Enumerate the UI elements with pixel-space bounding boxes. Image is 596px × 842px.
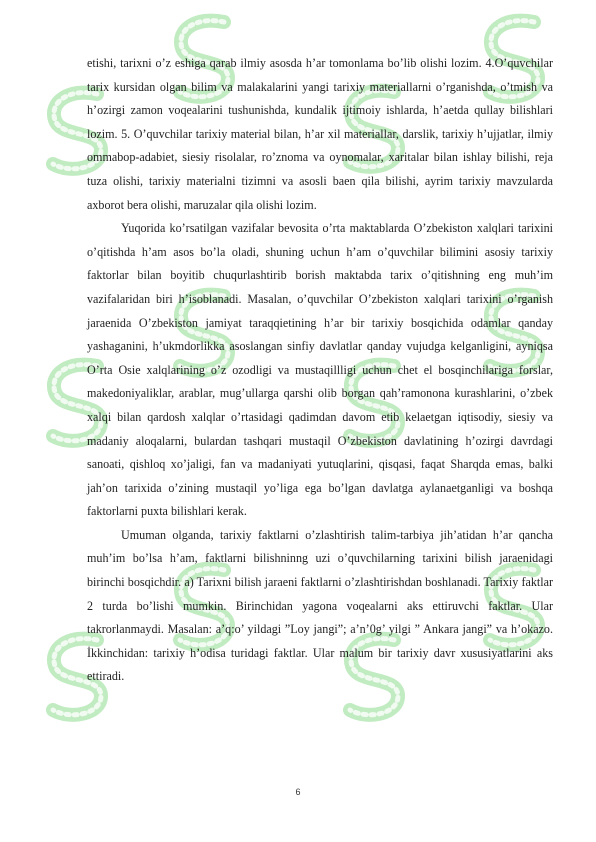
body-text xyxy=(87,52,553,689)
page-number: 6 xyxy=(295,787,301,797)
paragraph-3: Umuman olganda, tarixiy faktlarni o’zlashtirish talim-tarbiya jih’atidan h’ar qancha muh’im bo’lsa h’am, faktlarni bilishninng uzi o’quvchilarning tarixini bilish jaraenidagi birinchi bosqichdir. a) Tarixni bilish jaraeni faktlarni o’zlashtirishdan boshlanadi. Tarixiy faktlar 2 turda bo’lishi mumkin. Birinchidan yagona voqealarni aks ettiruvchi faktlar. Ular takrorlanmaydi. Masalan: a’q:o’ yildagi ”Loy jangi”; a’n’0g’ yilgi ” Ankara jangi” va h’okazo. İkkinchidan: tarixiy h’odisa turidagi faktlar. Ular malum bir tarixiy davr xususiyatlarini aks ettiradi. xyxy=(87,527,553,684)
paragraph-2: Yuqorida ko’rsatilgan vazifalar bevosita o’rta maktablarda O’zbekiston xalqlari tarixini o’qitishda h’am asos bo’la oladi, shuning uchun h’am o’quvchilar bilimini asosiy tarixiy faktorlar bilan boyitib chuqurlashtirib borish maktabda tarix o’qitishning eng muh’im vazifalaridan biri h’isoblanadi. Masalan, o’quvchilar O’zbekiston xalqlari tarixini o’rganish jaraenida O’zbekiston jamiyat taraqqietining h’ar bir tarixiy bosqichida odamlar qanday yashaganini, h’ukmdorlikka asoslangan sinfiy davlatlar qanday vujudga kelganligini, ayniqsa O’rta Osie xalqlarining o’z ozodligi va mustaqillligi uchun chet el bosqinchilariga forslar, makedoniyaliklar, arablar, mug’ullarga qarshi olib borgan qah’ramonona kurashlarini, o’zbek xalqi bilan qardosh xalqlar o’rtasidagi qadimdan davom etib kelaetgan iqtisodiy, siesiy va madaniy aloqalarni, bulardan tashqari mustaqil O’zbekiston davlatining h’ozirgi davrdagi sanoati, qishloq xo’jaligi, fan va madaniyati yutuqlarini, qisqasi, faqat Sharqda emas, balki jah’on tarixida o’zining mustaqil yo’liga ega bo’lgan davlatga aylanaetganligi va boshqa faktorlarni puxta bilishlari kerak. xyxy=(87,221,553,519)
paragraph-1: etishi, tarixni o’z eshiga qarab ilmiy asosda h’ar tomonlama bo’lib olishi lozim. 4.O’quvchilar tarix kursidan olgan bilim va malakalarini yangi tarixiy materiallarni o’rganishda, o’tmish va h’ozirgi zamon voqealarini tushunishda, kundalik ijtimoiy ishlarda, h’aetda qullay bilishlari lozim. 5. O’quvchilar tarixiy material bilan, h’ar xil materiallar, darslik, tarixiy h’ujjatlar, ilmiy ommabop-adabiet, siesiy risolalar, ro’znoma va oynomalar, xaritalar bilan ishlay bilishi, reja tuza olishi, tarixiy materialni tizimni va asosli baen qila bilishi, ayrim tarixiy mavzularda axborot bera olishi, maruzalar qila olishi lozim. xyxy=(87,56,553,212)
